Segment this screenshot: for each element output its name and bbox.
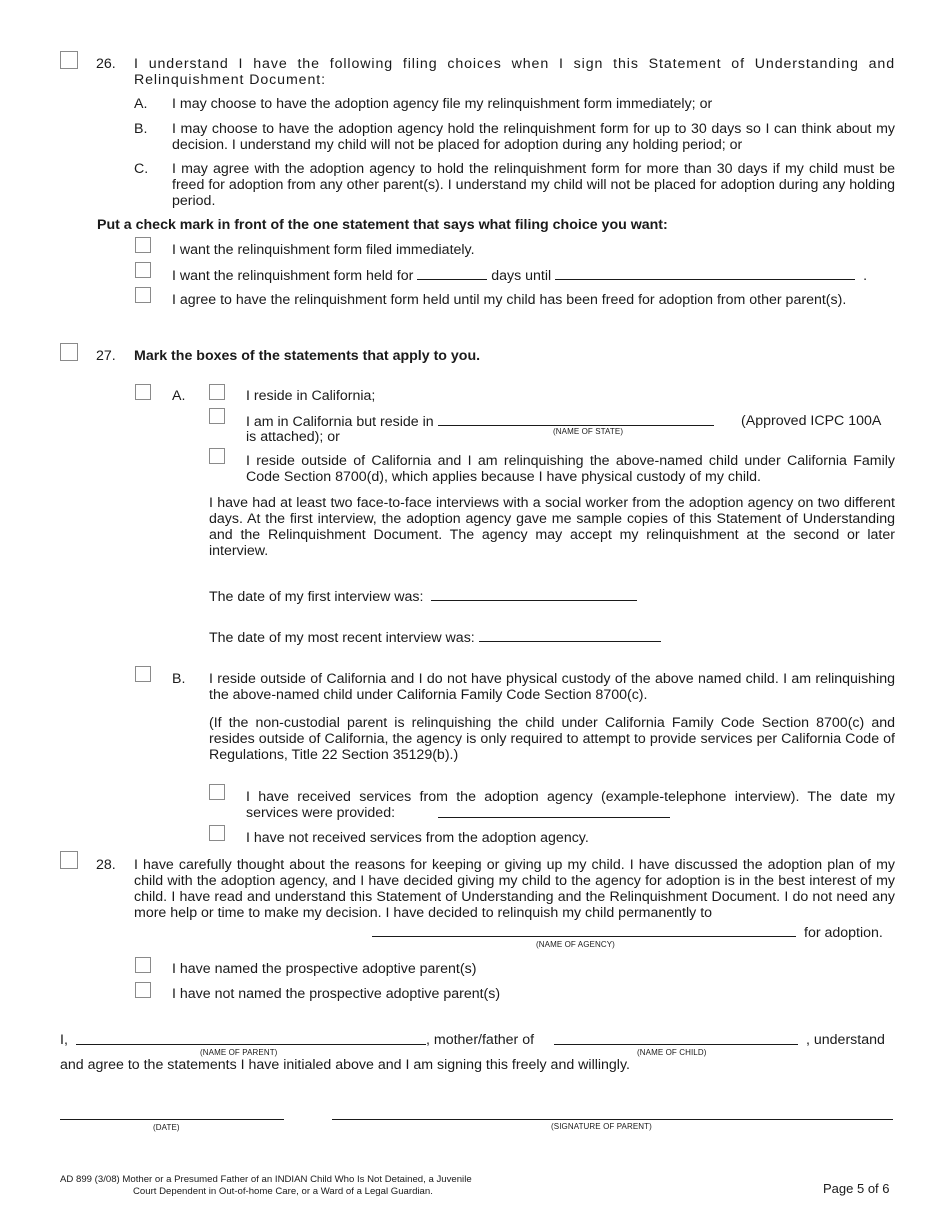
filing-choice-instruction: Put a check mark in front of the one statement that says what filing choice you want: <box>97 217 668 233</box>
parent-name-field[interactable] <box>76 1032 426 1045</box>
item-27-a-checkbox[interactable] <box>135 384 151 400</box>
item-27-heading: Mark the boxes of the statements that apply to you. <box>134 348 481 364</box>
item-26-text: I understand I have the following filing choices when I sign this Statement of Understanding and Relinquishment Document: <box>134 56 895 88</box>
reside-other-state-checkbox[interactable] <box>209 408 225 424</box>
item-27-b-checkbox[interactable] <box>135 666 151 682</box>
declaration-understand: , understand <box>806 1032 885 1048</box>
item-26-number: 26. <box>96 56 116 72</box>
item-28-initial-checkbox[interactable] <box>60 851 78 869</box>
item-26-initial-checkbox[interactable] <box>60 51 78 69</box>
reside-california-checkbox[interactable] <box>209 384 225 400</box>
date-signature-line[interactable] <box>60 1119 284 1120</box>
received-services-checkbox[interactable] <box>209 784 225 800</box>
item-26-option-a-text: I may choose to have the adoption agency file my relinquishment form immediately; or <box>172 96 713 112</box>
state-name-caption: (NAME OF STATE) <box>553 427 624 436</box>
named-adoptive-parents-checkbox[interactable] <box>135 957 151 973</box>
item-28-text: I have carefully thought about the reasons for keeping or giving up my child. I have discussed the adoption plan of my child with the adoption agency, and I have decided giving my child to the agency for adoption is in the best interest of my child. I have read and understand this Statement of Understanding and the Relinquishment Document. I do not need any more help or time to make my decision. I have decided to relinquish my child permanently to <box>134 857 895 921</box>
child-name-field[interactable] <box>554 1032 798 1045</box>
reside-outside-custody-checkbox[interactable] <box>209 448 225 464</box>
not-named-adoptive-parents-label: I have not named the prospective adoptive parent(s) <box>172 986 501 1002</box>
child-name-caption: (NAME OF CHILD) <box>637 1048 707 1057</box>
icpc-label-2: is attached); or <box>246 429 340 445</box>
choice-filed-immediately-label: I want the relinquishment form filed immediately. <box>172 242 475 258</box>
first-interview-row <box>209 588 637 605</box>
choice-held-period: . <box>863 268 868 284</box>
held-until-date-field[interactable] <box>555 267 855 280</box>
received-services-label: I have received services from the adoption agency (example-telephone interview). The date my services were provided: <box>246 789 895 821</box>
held-days-field[interactable] <box>417 267 487 280</box>
declaration-mother-father: , mother/father of <box>426 1032 535 1048</box>
not-received-services-checkbox[interactable] <box>209 825 225 841</box>
parent-signature-line[interactable] <box>332 1119 893 1120</box>
declaration-line-2: and agree to the statements I have initialed above and I am signing this freely and willingly. <box>60 1057 630 1073</box>
recent-interview-row <box>209 629 661 646</box>
item-27-number: 27. <box>96 348 116 364</box>
item-27-initial-checkbox[interactable] <box>60 343 78 361</box>
agency-name-field[interactable] <box>372 924 796 937</box>
choice-filed-immediately-checkbox[interactable] <box>135 237 151 253</box>
declaration-i: I, <box>60 1032 68 1048</box>
item-26-option-b-letter: B. <box>134 121 148 137</box>
parent-name-caption: (NAME OF PARENT) <box>200 1048 278 1057</box>
item-28-number: 28. <box>96 857 116 873</box>
named-adoptive-parents-label: I have named the prospective adoptive parent(s) <box>172 961 477 977</box>
recent-interview-label: The date of my most recent interview was: <box>209 630 475 646</box>
reside-other-state-row <box>246 413 714 430</box>
icpc-label-1: (Approved ICPC 100A <box>741 413 882 429</box>
reside-other-state-label: I am in California but reside in <box>246 414 434 430</box>
agency-name-caption: (NAME OF AGENCY) <box>536 940 615 949</box>
item-27-b-letter: B. <box>172 671 186 687</box>
first-interview-label: The date of my first interview was: <box>209 589 424 605</box>
item-26-option-a-letter: A. <box>134 96 148 112</box>
form-id-line-2: Court Dependent in Out-of-home Care, or a Ward of a Legal Guardian. <box>133 1186 433 1197</box>
date-caption: (DATE) <box>153 1123 180 1132</box>
form-id-line-1: AD 899 (3/08) Mother or a Presumed Father of an INDIAN Child Who Is Not Detained, a Juvenile <box>60 1174 472 1185</box>
recent-interview-date-field[interactable] <box>479 629 661 642</box>
choice-held-row <box>172 267 867 284</box>
not-named-adoptive-parents-checkbox[interactable] <box>135 982 151 998</box>
choice-held-days-label: days until <box>491 268 552 284</box>
choice-held-checkbox[interactable] <box>135 262 151 278</box>
interviews-statement: I have had at least two face-to-face interviews with a social worker from the adoption agency on two different days. At the first interview, the adoption agency gave me sample copies of this Statement of Understanding and the Relinquishment Document. The agency may accept my relinquishment at the second or later interview. <box>209 495 895 559</box>
item-27-a-letter: A. <box>172 388 186 404</box>
page-number: Page 5 of 6 <box>823 1181 890 1196</box>
state-name-field[interactable] <box>438 413 714 426</box>
item-27-b-text: I reside outside of California and I do not have physical custody of the above named child. I am relinquishing the above-named child under California Family Code Section 8700(c). <box>209 671 895 703</box>
not-received-services-label: I have not received services from the adoption agency. <box>246 830 589 846</box>
item-27-b-note: (If the non-custodial parent is relinquishing the child under California Family Code Section 8700(c) and resides outside of California, the agency is only required to attempt to provide services per California Code of Regulations, Title 22 Section 35129(b).) <box>209 715 895 763</box>
item-26-option-c-text: I may agree with the adoption agency to hold the relinquishment form for more than 30 days if my child must be freed for adoption from any other parent(s). I understand my child will not be placed for adoption during any holding period. <box>172 161 895 209</box>
reside-outside-custody-label: I reside outside of California and I am relinquishing the above-named child under California Family Code Section 8700(d), which applies because I have physical custody of my child. <box>246 453 895 485</box>
first-interview-date-field[interactable] <box>431 588 637 601</box>
item-26-option-b-text: I may choose to have the adoption agency hold the relinquishment form for up to 30 days so I can think about my decision. I understand my child will not be placed for adoption during any holding period; or <box>172 121 895 153</box>
item-26-option-c-letter: C. <box>134 161 149 177</box>
reside-california-label: I reside in California; <box>246 388 376 404</box>
signature-caption: (SIGNATURE OF PARENT) <box>551 1122 652 1131</box>
item-28-text-end: for adoption. <box>804 925 883 941</box>
services-date-field[interactable] <box>438 805 670 818</box>
choice-held-label: I want the relinquishment form held for <box>172 268 414 284</box>
choice-held-until-freed-label: I agree to have the relinquishment form held until my child has been freed for adoption from other parent(s). <box>172 292 847 308</box>
choice-held-until-freed-checkbox[interactable] <box>135 287 151 303</box>
